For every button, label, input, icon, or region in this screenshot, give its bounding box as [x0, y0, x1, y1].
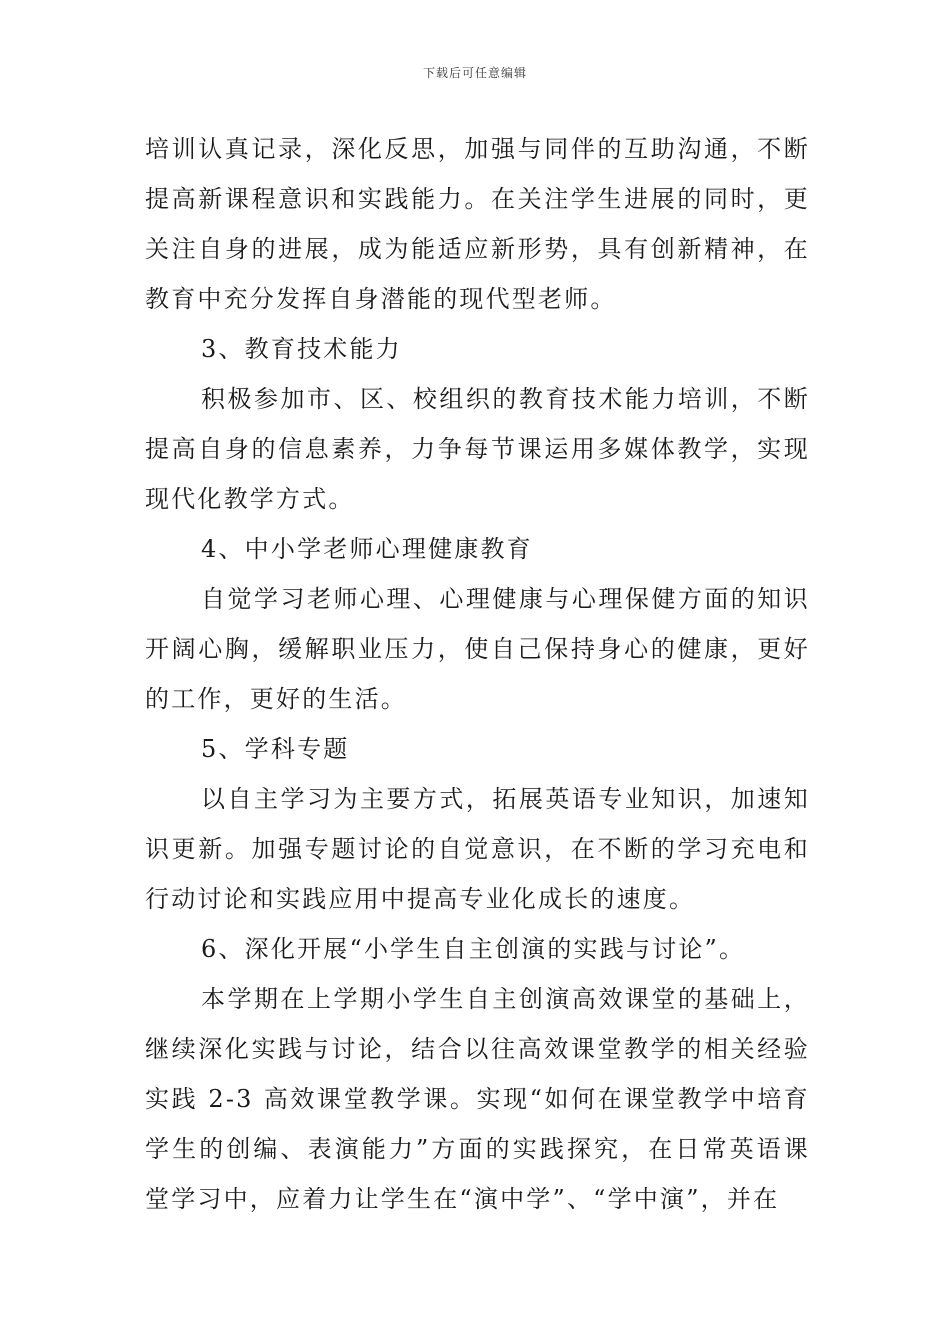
- section-heading-3: 3、教育技术能力: [201, 335, 402, 363]
- section-heading-4: 4、中小学老师心理健康教育: [201, 535, 533, 563]
- section-heading-5: 5、学科专题: [201, 735, 350, 763]
- paragraph-mental-health: 自觉学习老师心理、心理健康与心理保健方面的知识开阔心胸，缓解职业压力，使自己保持身心的健康，更好的工作，更好的生活。: [145, 585, 810, 713]
- paragraph-continuation: 培训认真记录，深化反思，加强与同伴的互助沟通，不断提高新课程意识和实践能力。在关注学生进展的同时，更关注自身的进展，成为能适应新形势，具有创新精神，在教育中充分发挥自身潜能的现代型老师。: [145, 135, 810, 313]
- paragraph-subject-topic: 以自主学习为主要方式，拓展英语专业知识，加速知识更新。加强专题讨论的自觉意识，在不断的学习充电和行动讨论和实践应用中提高专业化成长的速度。: [145, 785, 810, 913]
- page-header-note: 下载后可任意编辑: [422, 66, 527, 80]
- paragraph-practice: 本学期在上学期小学生自主创演高效课堂的基础上，继续深化实践与讨论，结合以往高效课堂教学的相关经验实践 2-3 高效课堂教学课。实现“如何在课堂教学中培育学生的创编、表演能力”方面的实践探究，在日常英语课堂学习中，应着力让学生在“演中学”、“学中演”，并在: [145, 985, 810, 1213]
- section-heading-6: 6、深化开展“小学生自主创演的实践与讨论”。: [201, 935, 746, 963]
- paragraph-edu-tech: 积极参加市、区、校组织的教育技术能力培训，不断提高自身的信息素养，力争每节课运用多媒体教学，实现现代化教学方式。: [145, 385, 810, 513]
- document-body: [145, 124, 810, 1224]
